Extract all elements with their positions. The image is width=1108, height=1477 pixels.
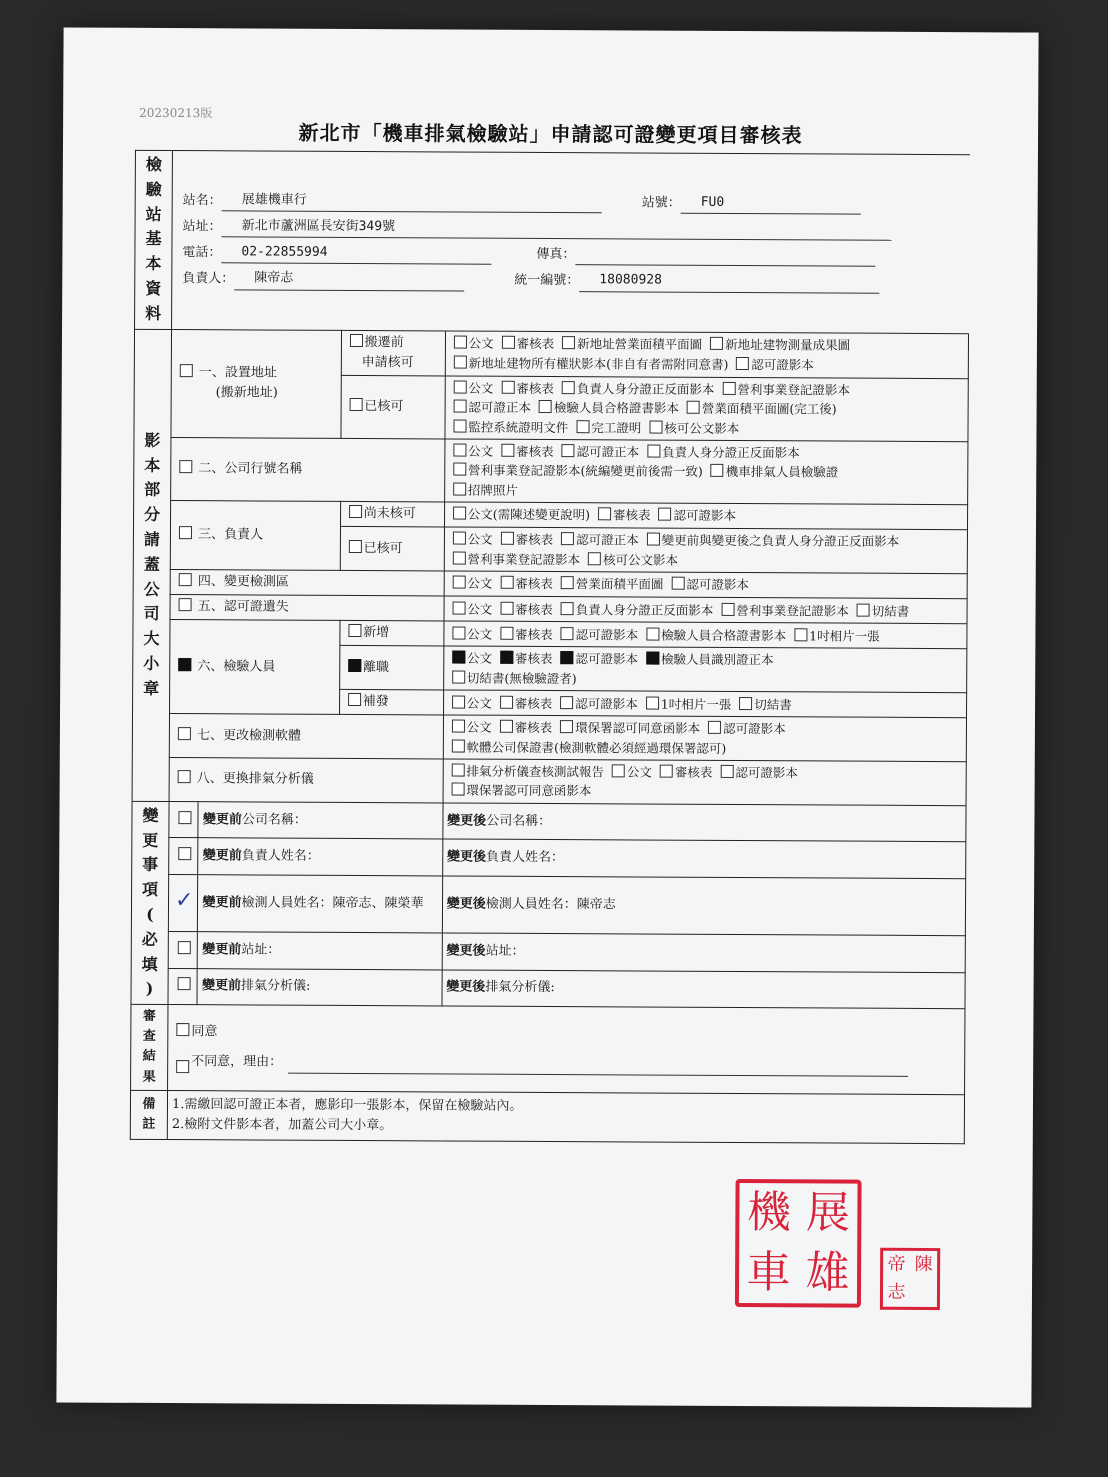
doc-checkbox[interactable] [612, 764, 625, 777]
doc-checkbox[interactable] [452, 670, 465, 683]
doc-checkbox[interactable] [721, 602, 734, 615]
doc-checkbox[interactable] [647, 445, 660, 458]
change-owner-after: 變更後負責人姓名： [442, 839, 965, 878]
item-1-approved-docs: 公文 審核表 負責人身分證正反面影本 營利事業登記證影本 認可證正本 檢驗人員合格證書影本 營業面積平面圖(完工後) 監控系統證明文件 完工證明 核可公文影本 [445, 376, 969, 442]
doc-checkbox[interactable] [649, 420, 662, 433]
item-3-not-approved: 尚未核可 [340, 502, 444, 528]
address-field[interactable]: 新北市蘆洲區長安街349號 [222, 216, 892, 241]
form-paper [56, 27, 1038, 1407]
doc-checkbox[interactable] [453, 463, 466, 476]
doc-checkbox[interactable] [502, 336, 515, 349]
doc-checkbox[interactable] [453, 419, 466, 432]
item-8-analyzer: 八、更換排氣分析儀 [169, 758, 443, 803]
item-8-checkbox[interactable] [178, 770, 191, 783]
item-3-not-approved-docs: 公文(需陳述變更說明) 審核表 認可證影本 [444, 502, 967, 530]
handwritten-check-icon[interactable]: ✓ [174, 887, 194, 914]
doc-checkbox[interactable] [452, 739, 465, 752]
doc-checkbox[interactable] [501, 381, 514, 394]
doc-checkbox[interactable] [452, 720, 465, 733]
item-3-not-approved-checkbox[interactable] [349, 505, 362, 518]
change-company-after: 變更後公司名稱： [443, 803, 966, 842]
item-3-approved-docs: 公文 審核表 認可證正本 變更前與變更後之負責人身分證正反面影本 營利事業登記證影本 核可公文影本 [444, 527, 967, 573]
item-4-docs: 公文 審核表 營業面積平面圖 認可證影本 [444, 571, 967, 599]
change-address-before: 變更前站址： [198, 932, 442, 970]
review-result: 同意 不同意，理由： [168, 1005, 965, 1095]
doc-checkbox[interactable] [671, 577, 684, 590]
doc-checkbox[interactable] [539, 400, 552, 413]
item-8-docs: 排氣分析儀查核測試報告 公文 審核表 認可證影本 環保署認可同意函影本 [443, 759, 966, 805]
company-seal-stamp: 機 展 車 雄 [735, 1179, 862, 1308]
phone-field[interactable]: 02-22855994 [221, 243, 491, 266]
item-7-docs: 公文 審核表 環保署認可同意函影本 認可證影本 軟體公司保證書(檢測軟體必須經過環保署認可) [443, 715, 966, 761]
doc-checkbox[interactable] [500, 576, 513, 589]
notes [167, 1090, 964, 1143]
item-6-reissue: 補發 [339, 690, 443, 716]
change-analyzer-after: 變更後排氣分析儀: [442, 970, 965, 1009]
item-3-approved-checkbox[interactable] [349, 540, 362, 553]
item-6-reissue-docs: 公文 審核表 認可證影本 1吋相片一張 切結書 [443, 690, 966, 718]
doc-checkbox[interactable] [561, 627, 574, 640]
disagree-reason-field[interactable] [288, 1054, 908, 1076]
item-6-checkbox-checked[interactable] [178, 658, 191, 671]
item-3-checkbox[interactable] [179, 526, 192, 539]
item-6-reissue-checkbox[interactable] [348, 693, 361, 706]
item-2-checkbox[interactable] [179, 460, 192, 473]
personal-seal-stamp: 帝 陳 志 [880, 1248, 940, 1310]
item-6-inspector: 六、檢驗人員 [170, 620, 340, 715]
doc-checkbox[interactable] [736, 357, 749, 370]
doc-checkbox[interactable] [720, 765, 733, 778]
note-1: 1.需繳回認可證正本者，應影印一張影本，保留在檢驗站內。 [171, 1096, 523, 1114]
doc-checkbox[interactable] [561, 532, 574, 545]
doc-checkbox[interactable] [646, 696, 659, 709]
item-6-add-docs: 公文 審核表 認可證影本 檢驗人員合格證書影本 1吋相片一張 [444, 621, 967, 649]
doc-checkbox[interactable] [561, 576, 574, 589]
item-7-software: 七、更改檢測軟體 [169, 714, 443, 759]
item-4-checkbox[interactable] [179, 573, 192, 586]
doc-checkbox-checked[interactable] [452, 651, 465, 664]
change-inspector-after: 變更後檢測人員姓名：陳帝志 [442, 876, 966, 936]
doc-checkbox[interactable] [857, 603, 870, 616]
doc-checkbox[interactable] [451, 764, 464, 777]
doc-checkbox[interactable] [560, 720, 573, 733]
doc-checkbox[interactable] [453, 443, 466, 456]
doc-checkbox[interactable] [794, 628, 807, 641]
change-owner-checkbox[interactable] [178, 847, 191, 860]
change-company-before: 變更前公司名稱： [198, 801, 442, 839]
doc-checkbox[interactable] [452, 601, 465, 614]
item-1-before-docs: 公文 審核表 新地址營業面積平面圖 新地址建物測量成果圖 新地址建物所有權狀影本(非自有者需附同意書) 認可證影本 [445, 331, 968, 379]
station-no-field[interactable]: FU0 [681, 193, 861, 215]
doc-checkbox[interactable] [500, 626, 513, 639]
doc-checkbox[interactable] [454, 355, 467, 368]
notes-section-label: 備 註 [130, 1090, 167, 1139]
doc-checkbox-checked[interactable] [561, 651, 574, 664]
item-1-approved: 已核可 [341, 375, 445, 439]
item-6-add: 新增 [340, 621, 444, 647]
doc-checkbox[interactable] [659, 508, 672, 521]
fax-label: 傳真： [536, 247, 576, 263]
doc-checkbox[interactable] [452, 626, 465, 639]
change-address-after: 變更後站址： [442, 933, 965, 972]
doc-checkbox[interactable] [710, 337, 723, 350]
doc-checkbox[interactable] [501, 444, 514, 457]
review-form-table [130, 150, 970, 1144]
doc-checkbox[interactable] [647, 533, 660, 546]
change-address-checkbox[interactable] [177, 941, 190, 954]
doc-checkbox[interactable] [722, 382, 735, 395]
note-2: 2.檢附文件影本者，加蓋公司大小章。 [171, 1116, 393, 1134]
item-7-checkbox[interactable] [178, 727, 191, 740]
agree-checkbox[interactable] [176, 1023, 189, 1036]
doc-checkbox[interactable] [687, 401, 700, 414]
item-3-owner: 三、負責人 [170, 501, 340, 571]
review-section-label: 審 查 結 果 [131, 1005, 168, 1091]
item-5-docs: 公文 審核表 負責人身分證正反面影本 營利事業登記證影本 切結書 [444, 596, 967, 624]
doc-checkbox[interactable] [501, 532, 514, 545]
doc-checkbox[interactable] [453, 400, 466, 413]
item-6-resign-checkbox-checked[interactable] [348, 659, 361, 672]
station-no-label: 站號： [641, 195, 681, 211]
doc-checkbox[interactable] [453, 482, 466, 495]
doc-checkbox[interactable] [454, 336, 467, 349]
doc-checkbox[interactable] [562, 444, 575, 457]
doc-checkbox[interactable] [452, 695, 465, 708]
disagree-checkbox[interactable] [176, 1060, 189, 1073]
item-6-resign-docs: 公文 審核表 認可證影本 檢驗人員識別證正本 切結書(無檢驗證者) [443, 646, 966, 692]
item-6-add-checkbox[interactable] [348, 624, 361, 637]
basic-info-section [135, 150, 970, 333]
item-1-checkbox[interactable] [180, 364, 193, 377]
doc-checkbox-checked[interactable] [646, 652, 659, 665]
doc-checkbox[interactable] [711, 464, 724, 477]
owner-label: 負責人： [182, 271, 235, 287]
item-2-company-name: 二、公司行號名稱 [171, 438, 445, 503]
doc-checkbox[interactable] [452, 576, 465, 589]
item-3-approved: 已核可 [340, 527, 444, 571]
doc-checkbox[interactable] [562, 381, 575, 394]
doc-checkbox[interactable] [500, 601, 513, 614]
changes-section-label: 變 更 事 項 ( 必 填 ) [131, 801, 169, 1005]
station-name-field[interactable]: 展雄機車行 [222, 190, 602, 213]
change-company-checkbox[interactable] [178, 811, 191, 824]
item-5-checkbox[interactable] [179, 598, 192, 611]
item-2-docs: 公文 審核表 認可證正本 負責人身分證正反面影本 營利事業登記證影本(統編變更前後需一致) 機車排氣人員檢驗證 招牌照片 [444, 439, 968, 505]
doc-checkbox[interactable] [576, 420, 589, 433]
change-analyzer-checkbox[interactable] [177, 977, 190, 990]
inspector-before-value[interactable]: 陳帝志、陳榮華 [332, 895, 424, 912]
doc-checkbox[interactable] [453, 551, 466, 564]
doc-checkbox[interactable] [660, 765, 673, 778]
doc-checkbox-checked[interactable] [500, 651, 513, 664]
item-1-relocation: 一、設置地址 (搬新地址) [171, 329, 341, 438]
doc-checkbox[interactable] [598, 508, 611, 521]
version-label: 20230213版 [139, 105, 213, 121]
item-1-before-checkbox[interactable] [350, 334, 363, 347]
doc-checkbox[interactable] [739, 697, 752, 710]
change-inspector-before: 變更前檢測人員姓名：陳帝志、陳榮華 [198, 875, 443, 933]
doc-checkbox[interactable] [500, 720, 513, 733]
doc-checkbox[interactable] [708, 721, 721, 734]
station-name-label: 站名： [182, 193, 222, 209]
item-1-before: 搬遷前 申請核可 [341, 330, 445, 376]
tax-id-field[interactable]: 18080928 [579, 271, 879, 294]
change-owner-before: 變更前負責人姓名： [198, 838, 442, 876]
owner-field[interactable]: 陳帝志 [234, 269, 464, 291]
basic-section-label: 檢 驗 站 基 本 資 料 [135, 150, 173, 329]
copies-section-label: 影 本 部 分 請 蓋 公 司 大 小 章 [132, 329, 171, 801]
address-label: 站址： [182, 219, 222, 235]
tax-id-label: 統一編號： [514, 273, 580, 289]
doc-checkbox[interactable] [560, 696, 573, 709]
doc-checkbox[interactable] [453, 532, 466, 545]
item-4-test-area: 四、變更檢測區 [170, 570, 444, 597]
doc-checkbox[interactable] [451, 783, 464, 796]
doc-checkbox[interactable] [646, 627, 659, 640]
fax-field[interactable] [575, 247, 875, 268]
item-6-resign: 離職 [339, 646, 443, 690]
doc-checkbox[interactable] [500, 695, 513, 708]
doc-checkbox[interactable] [453, 507, 466, 520]
doc-checkbox[interactable] [588, 552, 601, 565]
inspector-after-value[interactable]: 陳帝志 [576, 897, 616, 913]
item-5-lost-cert: 五、認可證遺失 [170, 595, 444, 622]
item-1-approved-checkbox[interactable] [349, 398, 362, 411]
doc-checkbox[interactable] [453, 380, 466, 393]
doc-checkbox[interactable] [562, 336, 575, 349]
page-title: 新北市「機車排氣檢驗站」申請認可證變更項目審核表 [298, 120, 803, 148]
change-analyzer-before: 變更前排氣分析儀: [197, 968, 441, 1006]
doc-checkbox[interactable] [561, 602, 574, 615]
phone-label: 電話： [182, 245, 222, 261]
